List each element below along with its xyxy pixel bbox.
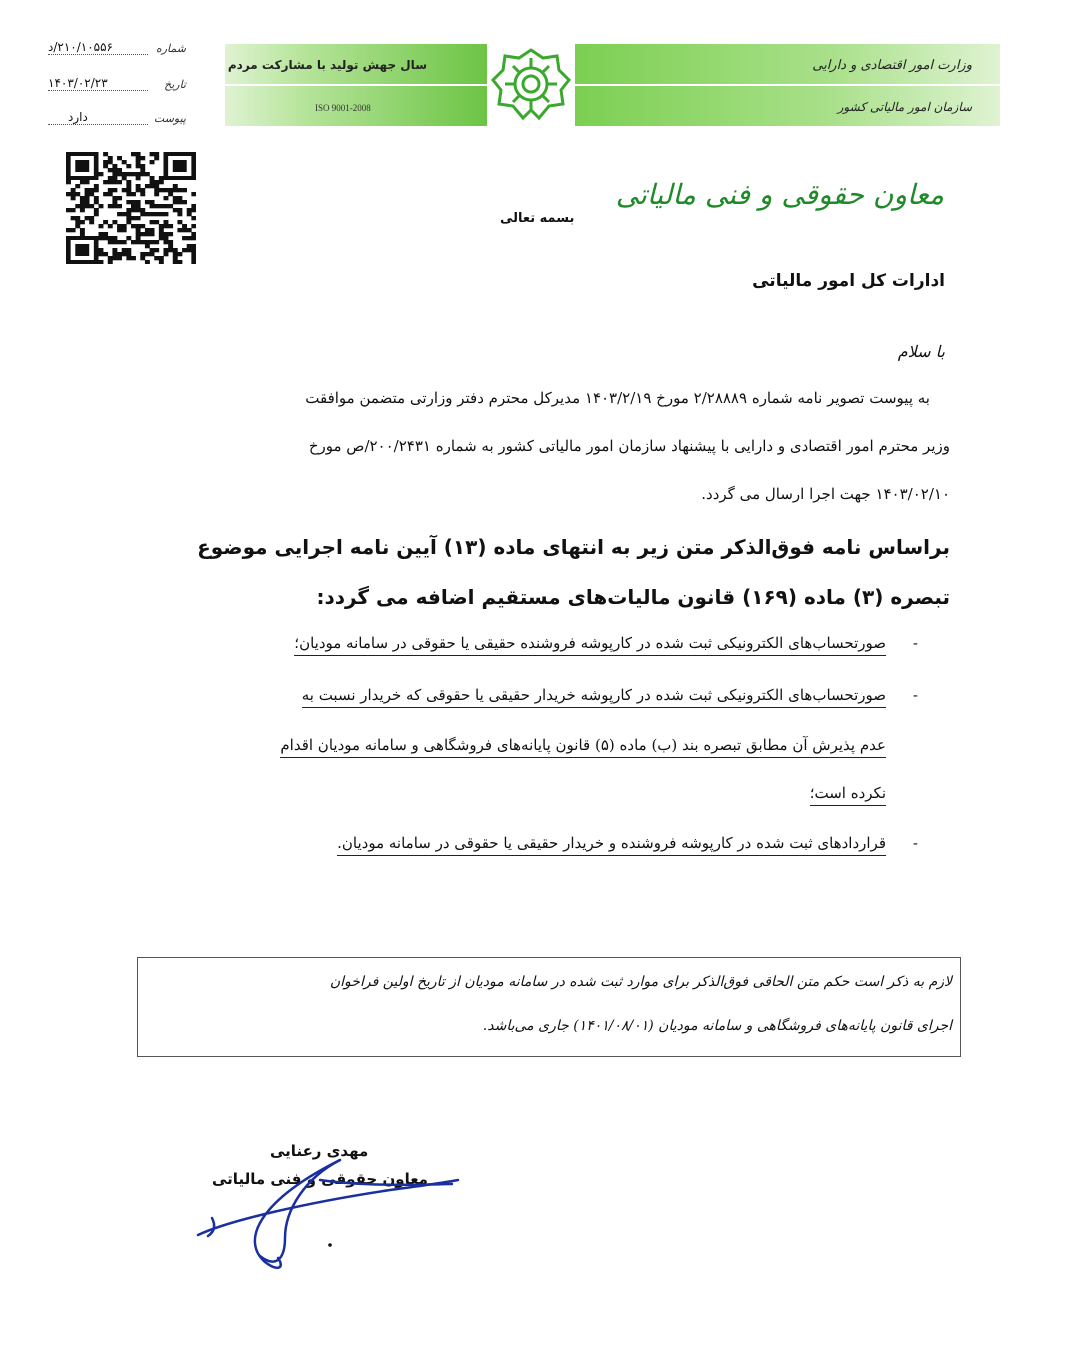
body-line: ۱۴۰۳/۰۲/۱۰ جهت اجرا ارسال می گردد. <box>701 485 950 503</box>
bismillah: بسمه تعالی <box>500 211 575 226</box>
banner-divider <box>575 84 1000 86</box>
signer-name: مهدی رعنایی <box>270 1142 369 1160</box>
office-title: معاون حقوقی و فنی مالیاتی <box>615 178 944 211</box>
bullet-dash: - <box>912 834 918 852</box>
bold-line: تبصره (۳) ماده (۱۶۹) قانون مالیات‌های مستقیم اضافه می گردد: <box>316 585 950 609</box>
year-slogan: سال جهش تولید با مشارکت مردم <box>227 58 427 72</box>
bullet-text: نکرده است؛ <box>810 784 886 806</box>
list-item <box>294 634 918 652</box>
banner-divider <box>225 84 487 86</box>
bullet-list <box>150 634 950 864</box>
note-line: لازم به ذکر است حکم متن الحاقی فوق‌الذکر برای موارد ثبت شده در سامانه مودیان از تاریخ اولین فراخوان <box>329 974 952 990</box>
attachment-label: پیوست <box>153 112 186 125</box>
signer-title: معاون حقوقی و فنی مالیاتی <box>212 1170 428 1188</box>
bullet-text: صورتحساب‌های الکترونیکی ثبت شده در کارپوشه خریدار حقیقی یا حقوقی که خریدار نسبت به <box>302 686 886 708</box>
qr-code <box>66 152 196 264</box>
bullet-dash: - <box>912 686 918 704</box>
iso-label: ISO 9001-2008 <box>315 103 371 113</box>
body-paragraph <box>150 374 950 518</box>
list-item-continuation <box>280 736 886 754</box>
number-label: شماره <box>155 42 186 55</box>
list-item <box>337 834 918 852</box>
ministry-name: وزارت امور اقتصادی و دارایی <box>812 58 972 73</box>
bullet-text: عدم پذیرش آن مطابق تبصره بند (ب) ماده (۵) قانون پایانه‌های فروشگاهی و سامانه مودیان اقدام <box>280 736 886 758</box>
body-line: وزیر محترم امور اقتصادی و دارایی با پیشنهاد سازمان امور مالیاتی کشور به شماره ۲۰۰/۲۴۳۱/ص مورخ <box>308 437 950 455</box>
bullet-text: قراردادهای ثبت شده در کارپوشه فروشنده و خریدار حقیقی یا حقوقی در سامانه مودیان. <box>337 834 886 856</box>
bullet-text: صورتحساب‌های الکترونیکی ثبت شده در کارپوشه فروشنده حقیقی یا حقوقی در سامانه مودیان؛ <box>294 634 886 656</box>
attachment-value: دارد <box>48 110 148 125</box>
bold-line: براساس نامه فوق‌الذکر متن زیر به انتهای ماده (۱۳) آیین نامه اجرایی موضوع <box>197 535 950 559</box>
bold-statement <box>150 522 950 622</box>
emblem-logo <box>487 44 575 126</box>
greeting: با سلام <box>897 342 945 361</box>
handwritten-signature <box>190 1140 470 1280</box>
letter-meta <box>48 38 198 133</box>
date-label: تاریخ <box>164 78 186 91</box>
list-item-continuation <box>810 784 886 802</box>
recipient: ادارات کل امور مالیاتی <box>752 271 945 291</box>
number-value: ۲۱۰/۱۰۵۵۶/د <box>48 40 148 55</box>
organization-name: سازمان امور مالیاتی کشور <box>837 100 972 114</box>
header-banner-ministry <box>575 44 1000 126</box>
body-line: به پیوست تصویر نامه شماره ۲/۲۸۸۸۹ مورخ ۱۴۰۳/۲/۱۹ مدیرکل محترم دفتر وزارتی متضمن موافقت <box>305 389 930 407</box>
note-box <box>137 957 961 1057</box>
note-line: اجرای قانون پایانه‌های فروشگاهی و سامانه مودیان (۱۴۰۱/۰۸/۰۱) جاری می‌باشد. <box>482 1018 952 1034</box>
list-item <box>301 686 918 704</box>
header-banner-slogan <box>225 44 487 126</box>
date-value: ۱۴۰۳/۰۲/۲۳ <box>48 76 148 91</box>
bullet-dash: - <box>912 634 918 652</box>
